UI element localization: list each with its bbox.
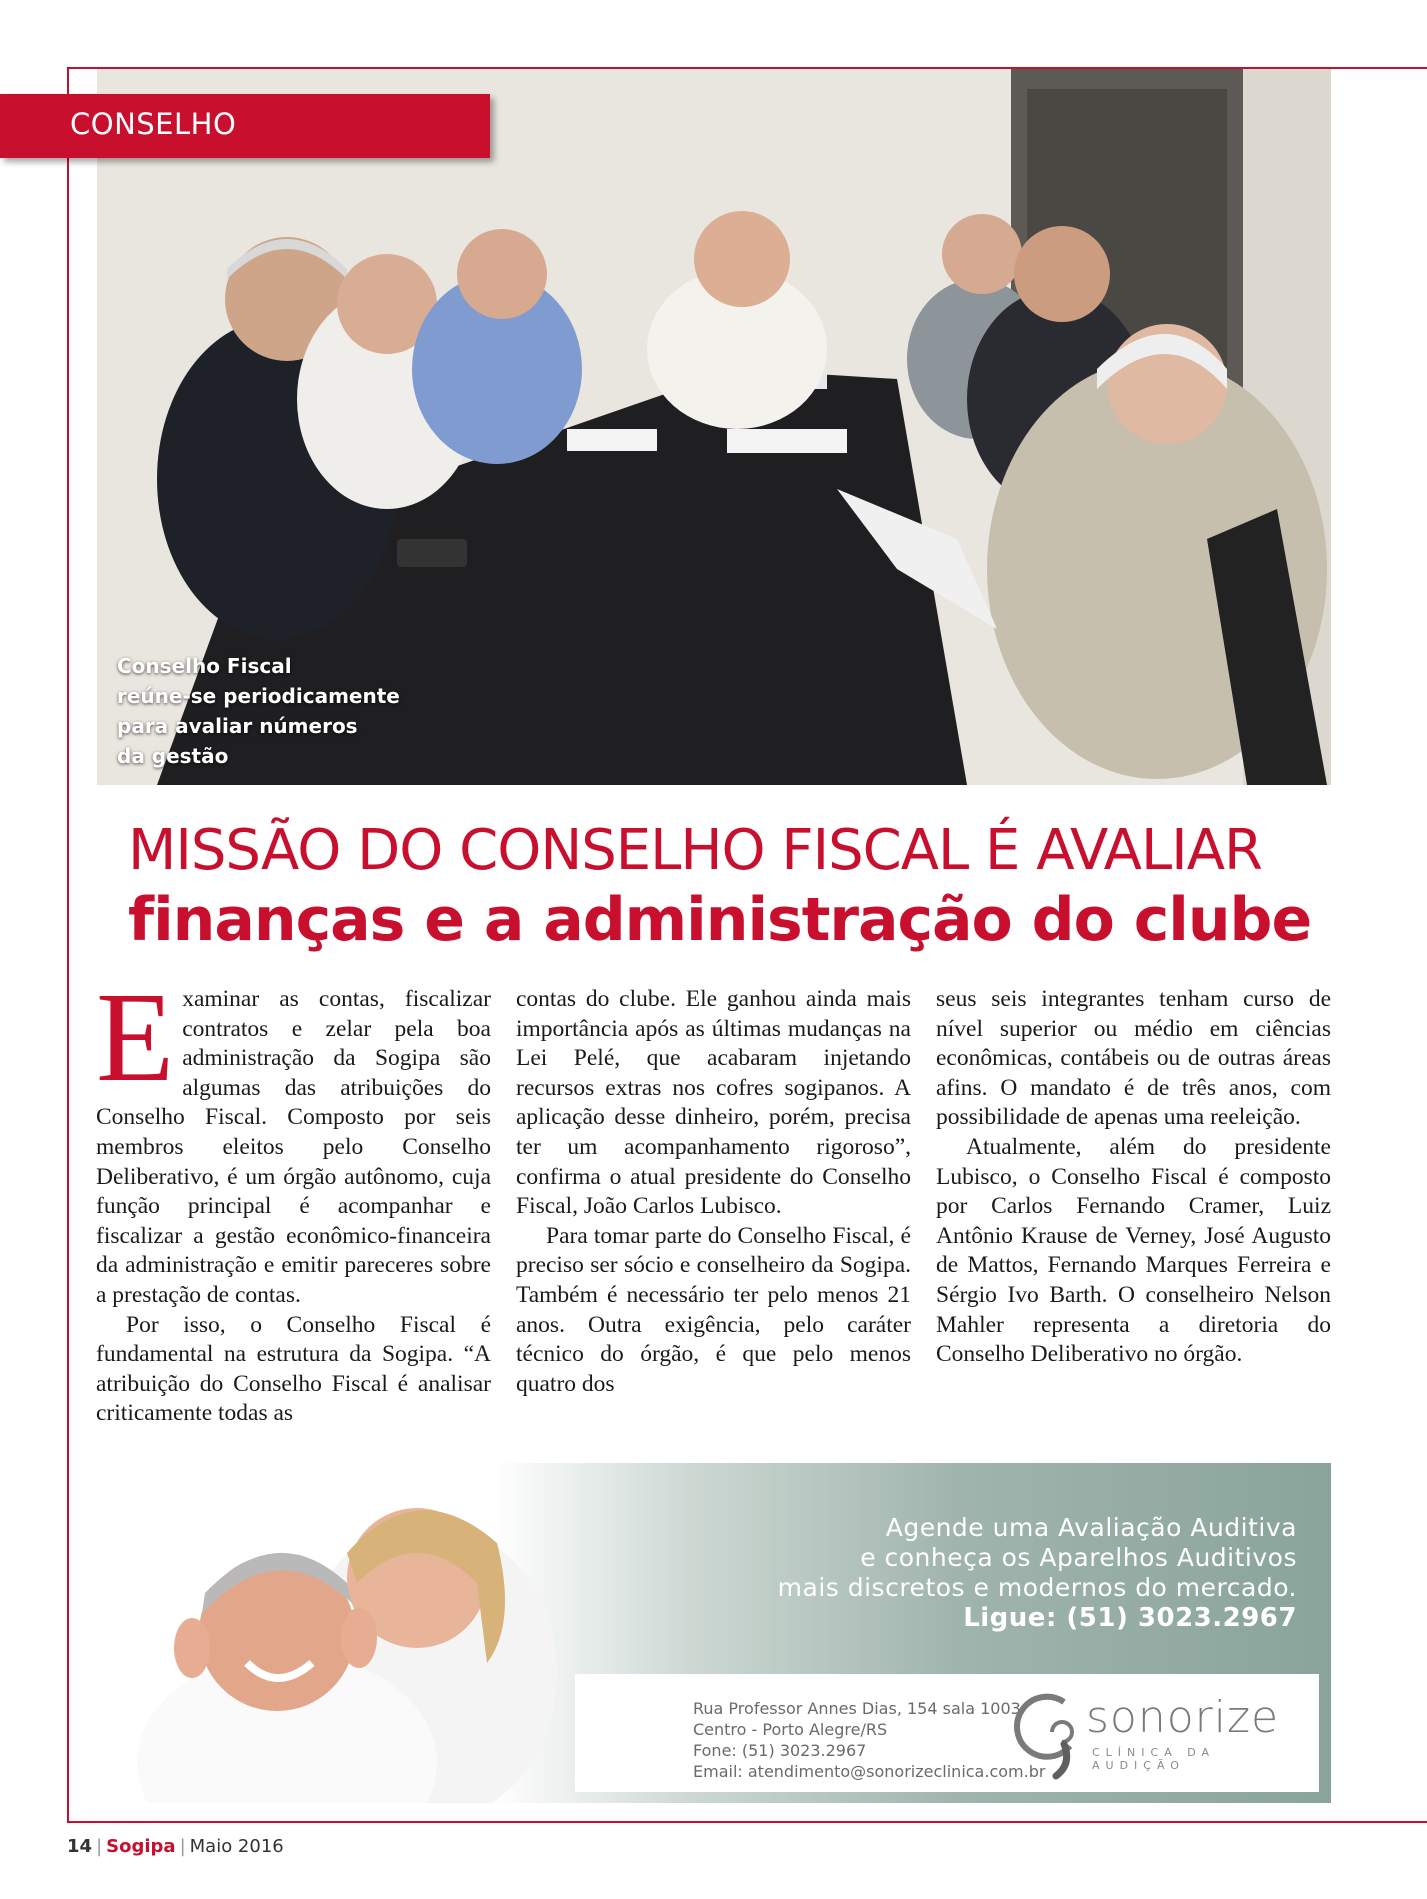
logo-subtitle: CLÍNICA DA AUDIÇÃO <box>1092 1746 1216 1772</box>
sonorize-logo <box>1012 1684 1312 1784</box>
article-paragraph-3-end: seus seis integrantes tenham curso de nível superior ou médio em ciências econômicas, contábeis ou de outras áreas afins. O mandato é de três anos, com possibilidade de apenas uma reeleição. <box>936 986 1331 1131</box>
ad-line-3: mais discretos e modernos do mercado. <box>777 1573 1297 1602</box>
page-number: 14 <box>67 1836 93 1857</box>
ad-line-2: e conheça os Aparelhos Auditivos <box>860 1543 1297 1572</box>
ad-contact-info <box>693 1698 1045 1782</box>
article-column-1 <box>96 966 491 1429</box>
article-paragraph-1: xaminar as contas, fiscalizar contratos e zelar pela boa administração da Sogipa são algumas das atribuições do Conselho Fiscal. Composto por seis membros eleitos pelo Conselho Deliberativo, é um órgão autônomo, cuja função principal é acompanhar e fiscalizar a gestão econômico-financeira da administração e emitir pareceres sobre a prestação de contas. <box>96 986 491 1308</box>
ad-phone[interactable]: Ligue: (51) 3023.2967 <box>963 1603 1297 1633</box>
section-tag <box>0 94 490 158</box>
article-paragraph-4: Atualmente, além do presidente Lubisco, o Conselho Fiscal é composto por Carlos Fernando Cramer, Luiz Antônio Krause de Verney, José Augusto de Mattos, Fernando Marques Ferreira e Sérgio Ivo Barth. O conselheiro Nelson Mahler representa a diretoria do Conselho Deliberativo no órgão. <box>936 1133 1331 1368</box>
meeting-photo <box>97 69 1331 785</box>
ad-email[interactable]: Email: atendimento@sonorizeclinica.com.br <box>693 1762 1046 1781</box>
drop-cap: E <box>96 966 175 1108</box>
headline <box>128 818 1312 956</box>
ad-city: Centro - Porto Alegre/RS <box>693 1720 888 1739</box>
ad-fone: Fone: (51) 3023.2967 <box>693 1741 867 1760</box>
photo-caption: Conselho Fiscal reúne-se periodicamente para avaliar números da gestão <box>117 654 400 768</box>
logo-name: sonorize <box>1086 1692 1280 1743</box>
issue-date: Maio 2016 <box>189 1836 284 1857</box>
page-footer <box>67 1836 284 1857</box>
ad-address: Rua Professor Annes Dias, 154 sala 1003 <box>693 1699 1021 1718</box>
ad-line-1: Agende uma Avaliação Auditiva <box>885 1513 1297 1542</box>
frame-left-rule <box>67 67 69 1823</box>
footer-separator: | <box>179 1836 186 1857</box>
ad-contact-box <box>575 1674 1319 1792</box>
headline-line-1: MISSÃO DO CONSELHO FISCAL É AVALIAR <box>128 818 1262 883</box>
headline-line-2: finanças e a administração do clube <box>128 885 1312 955</box>
article-column-2 <box>516 985 911 1399</box>
article-paragraph-2-end: contas do clube. Ele ganhou ainda mais importância após as últimas mudanças na Lei Pelé, que acabaram injetando recursos extras nos cofres sogipanos. A aplicação desse dinheiro, porém, precisa ter um acompanhamento rigoroso”, confirma o atual presidente do Conselho Fiscal, João Carlos Lubisco. <box>516 986 911 1220</box>
article-paragraph-2-start: Por isso, o Conselho Fiscal é fundamental na estrutura da Sogipa. “A atribuição do Conselho Fiscal é analisar criticamente todas as <box>96 1311 491 1427</box>
frame-bottom-rule <box>67 1821 1427 1823</box>
article-paragraph-3-start: Para tomar parte do Conselho Fiscal, é preciso ser sócio e conselheiro da Sogipa. Também é necessário ter pelo menos 21 anos. Outra exigência, pelo caráter técnico do órgão, é que pelo menos quatro dos <box>516 1222 911 1397</box>
advertisement[interactable] <box>97 1463 1331 1803</box>
footer-separator: | <box>96 1836 103 1857</box>
ad-headline <box>778 1513 1297 1633</box>
publication-name: Sogipa <box>106 1836 176 1857</box>
sonorize-logo-icon <box>1012 1684 1082 1784</box>
ad-couple-illustration <box>97 1463 657 1803</box>
section-label: CONSELHO <box>70 107 237 141</box>
article-column-3 <box>936 985 1331 1370</box>
